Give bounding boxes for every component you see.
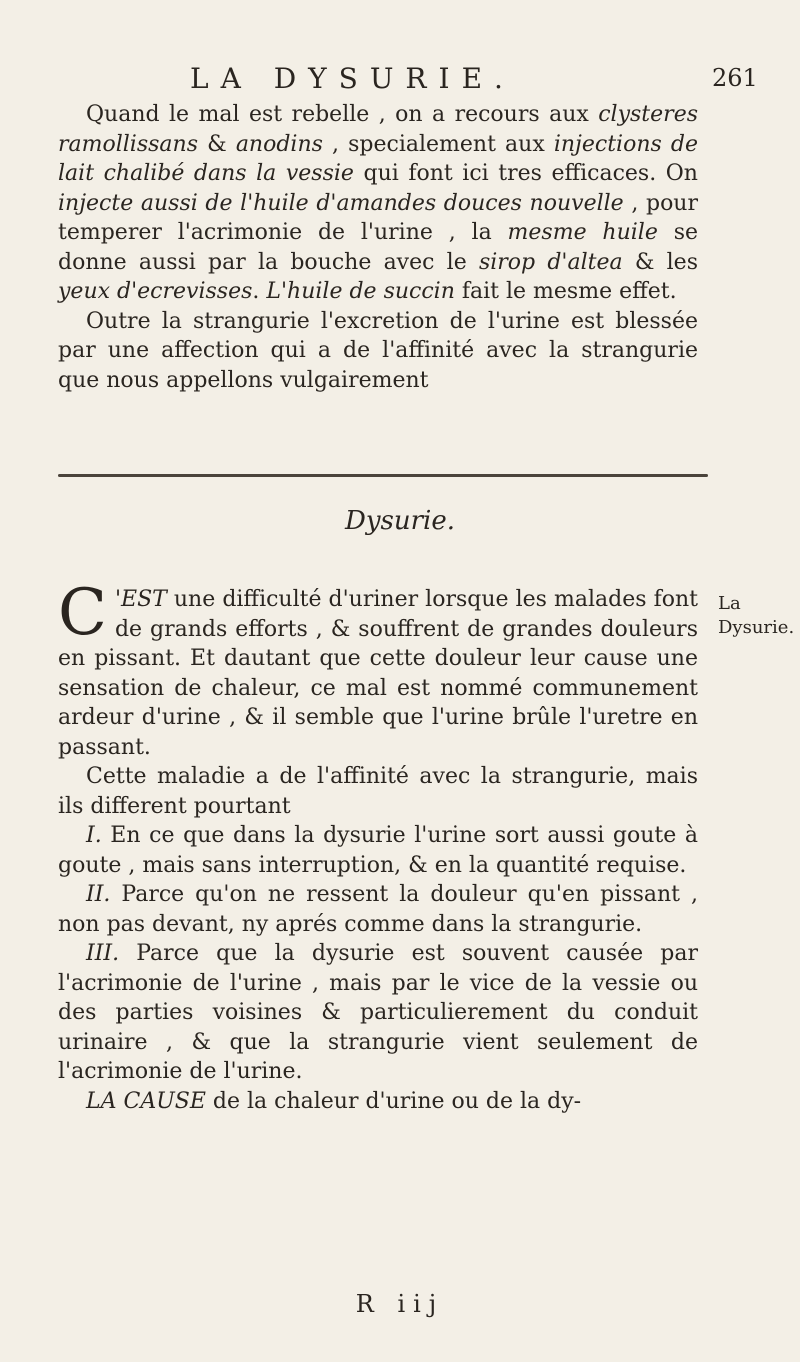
- text-run: une difficulté d'uriner lorsque les malades font de grands efforts , & souffrent de grandes douleurs en pissant. Et dautant que cette douleur leur cause une sensation de chaleur, ce mal est nommé communement ardeur d'urine , & il semble que l'urine brûle l'uretre en passant.: [58, 587, 698, 760]
- italic-text: mesme huile: [507, 220, 658, 245]
- italic-text: anodins: [235, 131, 323, 157]
- italic-text: 'EST: [114, 587, 167, 612]
- text-run: , specialement aux: [322, 131, 554, 157]
- running-title: LA DYSURIE.: [190, 62, 515, 95]
- text-run: En ce que dans la dysurie l'urine sort aussi goute à goute , mais sans interruption, & en la quantité requise.: [58, 823, 698, 878]
- italic-text: II.: [86, 882, 111, 907]
- margin-note: La Dysurie.: [718, 593, 795, 638]
- text-run: se donne aussi par la bouche avec le: [58, 220, 699, 275]
- paragraph: [58, 880, 698, 939]
- italic-text: yeux d'ecrevisses: [58, 279, 253, 304]
- paragraph: [58, 762, 698, 821]
- italic-text: L'huile de succin: [266, 279, 455, 304]
- signature-mark: R iij: [355, 1290, 445, 1318]
- paragraph: [58, 1087, 698, 1117]
- paragraph: [58, 939, 698, 1087]
- italic-text: I.: [86, 823, 102, 848]
- section-heading: Dysurie.: [344, 506, 456, 536]
- drop-cap: C: [58, 576, 107, 650]
- text-run: Quand le mal est rebelle , on a recours aux: [86, 102, 599, 127]
- text-run: qui font ici tres efficaces. On: [353, 161, 698, 186]
- section-divider-rule: [58, 474, 708, 477]
- text-run: de la chaleur d'urine ou de la dy-: [205, 1088, 582, 1114]
- text-run: fait le mesme effet.: [454, 279, 677, 304]
- text-run: Parce que la dysurie est souvent causée par l'acrimonie de l'urine , mais par le vice de la vessie ou des parties voisines & particulierement du conduit urinaire , & que la strangurie vient seulement de l'acrimonie de l'urine.: [58, 941, 698, 1084]
- paragraph: [58, 576, 698, 762]
- italic-text: sirop d'altea: [478, 249, 623, 275]
- text-run: .: [252, 279, 267, 304]
- page-number: 261: [712, 64, 758, 92]
- paragraph: [58, 821, 698, 880]
- top-text-block: [58, 100, 698, 395]
- paragraph: [58, 100, 698, 307]
- bottom-text-block: [58, 576, 698, 1116]
- running-head: [0, 62, 800, 98]
- italic-text: injecte aussi de l'huile d'amandes douces nouvelle: [58, 190, 624, 216]
- text-run: & les: [622, 249, 698, 275]
- italic-text: clysteres ramollissans: [58, 102, 698, 157]
- text-run: Outre la strangurie l'excretion de l'urine est blessée par une affection qui a de l'affinité avec la strangurie que nous appellons vulgairement: [58, 308, 698, 393]
- paragraph: [58, 307, 698, 396]
- italic-text: LA CAUSE: [86, 1088, 206, 1114]
- text-run: Parce qu'on ne ressent la douleur qu'en pissant , non pas devant, ny aprés comme dans la strangurie.: [58, 882, 698, 937]
- italic-text: III.: [86, 941, 120, 966]
- text-run: Cette maladie a de l'affinité avec la strangurie, mais ils different pourtant: [58, 764, 698, 819]
- italic-text: injections de lait chalibé dans la vessie: [58, 131, 698, 186]
- text-run: &: [198, 131, 236, 157]
- text-run: , pour temperer l'acrimonie de l'urine , la: [58, 190, 698, 245]
